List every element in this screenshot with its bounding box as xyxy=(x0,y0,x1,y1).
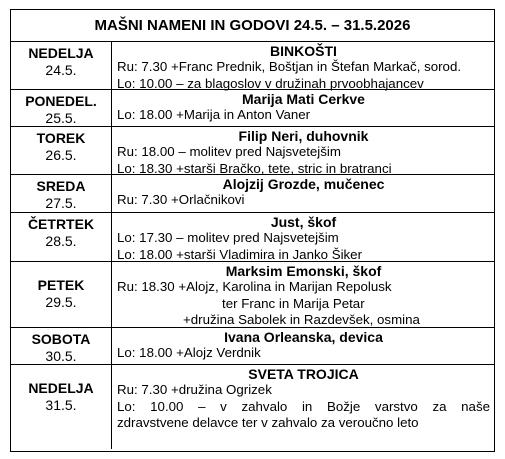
schedule-table xyxy=(10,9,495,452)
intentions-cell xyxy=(112,365,494,449)
day-row-sunday-31 xyxy=(11,365,494,449)
day-row-friday-29 xyxy=(11,262,494,328)
mass-intention: Ru: 7.30 +družina Ogrizek xyxy=(117,382,272,397)
day-name: SOBOTA xyxy=(31,331,91,347)
day-row-wednesday-27 xyxy=(11,175,494,213)
feast-name: Ivana Orleanska, devica xyxy=(224,329,383,345)
day-name: NEDELJA xyxy=(28,380,94,396)
day-cell xyxy=(11,365,112,449)
day-name: PONEDEL. xyxy=(25,93,97,109)
day-cell xyxy=(11,262,112,327)
feast-name: Marija Mati Cerkve xyxy=(242,91,365,107)
mass-intention: Ru: 7.30 +Franc Prednik, Boštjan in Štefan Markač, sorod. xyxy=(117,59,462,74)
feast-name: Filip Neri, duhovnik xyxy=(238,128,369,144)
mass-intention: +družina Sabolek in Razdevšek, osmina xyxy=(183,312,420,327)
day-name: ČETRTEK xyxy=(27,216,95,232)
day-date: 31.5. xyxy=(45,397,77,413)
day-date: 25.5. xyxy=(45,110,77,126)
feast-name: BINKOŠTI xyxy=(270,43,337,59)
mass-intention: Lo: 10.00 – v zahvalo in Božje varstvo za naše xyxy=(117,398,490,414)
day-row-monday-25 xyxy=(11,90,494,127)
intentions-cell xyxy=(112,127,494,174)
feast-name: SVETA TROJICA xyxy=(248,366,359,382)
day-row-saturday-30 xyxy=(11,328,494,365)
day-cell xyxy=(11,42,112,89)
mass-intention: Lo: 17.30 – molitev pred Najsvetejšim xyxy=(117,230,339,245)
mass-intention: Ru: 18.30 +Alojz, Karolina in Marijan Repolusk xyxy=(117,279,392,294)
mass-intention: Lo: 18.30 +starši Bračko, tete, stric in bratranci xyxy=(117,160,392,176)
mass-intention: Lo: 10.00 – za blagoslov v družinah prvoobhajancev xyxy=(117,75,424,91)
feast-name: Alojzij Grozde, mučenec xyxy=(222,176,385,192)
day-date: 30.5. xyxy=(45,348,77,364)
intentions-cell xyxy=(112,262,494,327)
schedule-title: MAŠNI NAMENI IN GODOVI 24.5. – 31.5.2026 xyxy=(11,10,494,42)
day-date: 24.5. xyxy=(45,62,77,78)
day-row-tuesday-26 xyxy=(11,127,494,175)
day-name: NEDELJA xyxy=(28,45,94,61)
day-name: SREDA xyxy=(36,178,86,194)
mass-intention: Ru: 18.00 – molitev pred Najsvetejšim xyxy=(117,144,341,159)
mass-intention: ter Franc in Marija Petar xyxy=(222,295,365,311)
day-name: PETEK xyxy=(37,277,85,293)
intentions-cell xyxy=(112,328,494,364)
intentions-cell xyxy=(112,90,494,126)
feast-name: Marksim Emonski, škof xyxy=(225,263,382,279)
mass-intention: zdravstvene delavce ter v zahvalo za veroučno leto xyxy=(117,415,419,430)
day-date: 27.5. xyxy=(45,195,77,211)
day-cell xyxy=(11,213,112,261)
day-row-sunday-24 xyxy=(11,42,494,90)
intentions-cell xyxy=(112,213,494,261)
day-cell xyxy=(11,175,112,212)
day-date: 28.5. xyxy=(45,233,77,249)
feast-name: Just, škof xyxy=(270,214,337,230)
day-cell xyxy=(11,328,112,364)
mass-intention: Lo: 18.00 +starši Vladimira in Janko Šiker xyxy=(117,246,363,262)
intentions-cell xyxy=(112,42,494,89)
mass-intention: Lo: 18.00 +Alojz Verdnik xyxy=(117,345,261,360)
day-cell xyxy=(11,127,112,174)
day-date: 26.5. xyxy=(45,147,77,163)
mass-intention: Lo: 18.00 +Marija in Anton Vaner xyxy=(117,107,311,122)
mass-intention: Ru: 7.30 +Orlačnikovi xyxy=(117,192,245,207)
day-date: 29.5. xyxy=(45,294,77,310)
day-row-thursday-28 xyxy=(11,213,494,262)
intentions-cell xyxy=(112,175,494,212)
day-cell xyxy=(11,90,112,126)
day-name: TOREK xyxy=(36,130,86,146)
